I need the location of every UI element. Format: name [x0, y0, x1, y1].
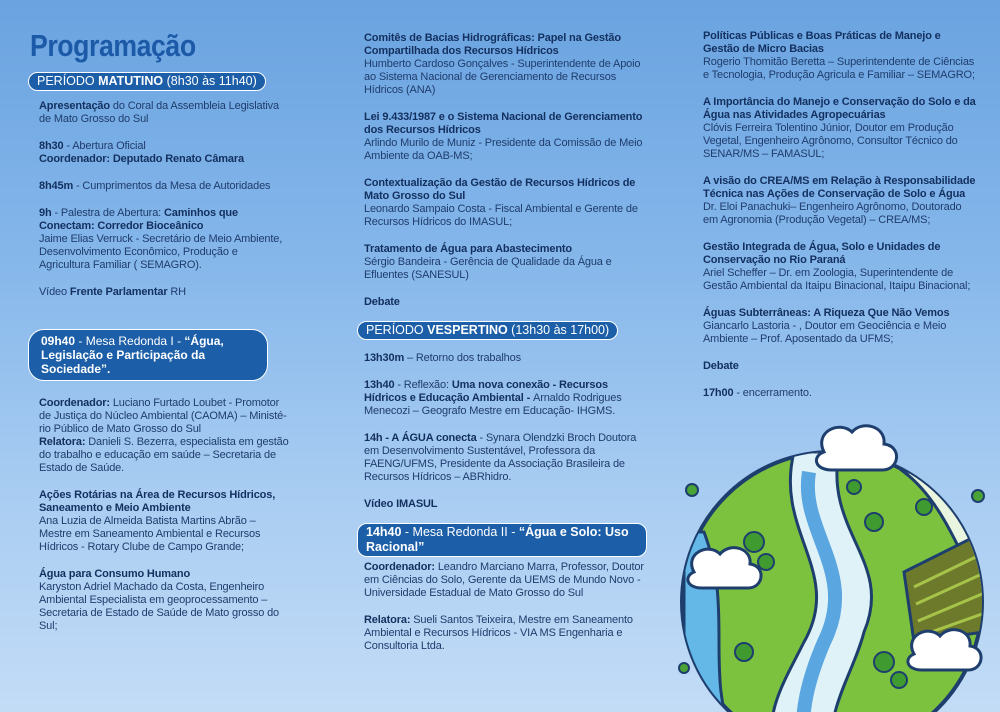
- item-mesa-autoridades: 8h45m - Cumprimentos da Mesa de Autoridades: [39, 180, 271, 192]
- item-coordenador-2: Coordenador: Leandro Marciano Marra, Professor, Doutor em Ciências do Solo, Gerente da UEMS de Mundo Novo - Universidade Estadual de Mato Grosso do Sul: [364, 561, 644, 599]
- period-afternoon-badge: PERÍODO VESPERTINO (13h30 às 17h00): [357, 321, 618, 340]
- item-video-imasul: Vídeo IMASUL: [364, 498, 438, 510]
- item-politicas: Políticas Públicas e Boas Práticas de Manejo e Gestão de Micro Bacias Rogerio Thomitão Beretta – Superintendente de Ciências e Tecnologia, Produção Agricula e Familiar – SEMAGRO;: [703, 30, 975, 81]
- item-abertura: 8h30 - Abertura Oficial Coordenador: Deputado Renato Câmara: [39, 140, 244, 165]
- item-contextualizacao: Contextualização da Gestão de Recursos Hídricos de Mato Grosso do Sul Leonardo Sampaio Costa - Fiscal Ambiental e Gerente de Recursos Hídricos do IMASUL;: [364, 177, 638, 228]
- item-video-frente: Vídeo Frente Parlamentar RH: [39, 286, 186, 298]
- period-morning-badge: PERÍODO MATUTINO (8h30 às 11h40): [28, 72, 266, 91]
- item-tratamento: Tratamento de Água para Abastecimento Sérgio Bandeira - Gerência de Qualidade da Água e Efluentes (SANESUL): [364, 243, 612, 281]
- item-coordenador-1: Coordenador: Luciano Furtado Loubet - Promotor de Justiça do Núcleo Ambiental (CAOMA) – Ministé-rio Público de Mato Grosso do Sul Relatora: Danieli S. Bezerra, especialista em gestão do trabalho e educação em saúde – Secretaria de Estado de Saúde.: [39, 397, 289, 474]
- item-agua-consumo: Água para Consumo Humano Karyston Adriel Machado da Costa, Engenheiro Ambiental Especialista em geoprocessamento – Secretaria de Estado de Saúde de Mato grosso do Sul;: [39, 568, 279, 632]
- item-visao-crea: A visão do CREA/MS em Relação à Responsabilidade Técnica nas Ações de Conservação de Solo e Água Dr. Eloi Panachuki– Engenheiro Agrônomo, Doutorado em Agronomia (Produção Vegetal) – CREA/MS;: [703, 175, 976, 226]
- item-palestra-abertura: 9h - Palestra de Abertura: Caminhos que Conectam: Corredor Bioceânico Jaime Elias Verruck - Secretário de Meio Ambiente, Desenvolvimento Econômico, Produção e Agricultura Familiar ( SEMAGRO).: [39, 207, 283, 271]
- column-middle: [357, 32, 647, 653]
- round-table-1-badge: 09h40 - Mesa Redonda I - “Água, Legislação e Participação da Sociedade”.: [28, 329, 268, 381]
- item-encerramento: 17h00 - encerramento.: [703, 387, 812, 399]
- item-importancia: A Importância do Manejo e Conservação do Solo e da Água nas Atividades Agropecuárias Clóvis Ferreira Tolentino Júnior, Doutor em Produção Vegetal, Engenheiro Agrônomo, Consultor Técnico do SENAR/MS – FAMASUL;: [703, 96, 976, 160]
- column-left: [28, 28, 290, 633]
- item-aguas-subterraneas: Águas Subterrâneas: A Riqueza Que Não Vemos Giancarlo Lastoria - , Doutor em Geociência e Meio Ambiente – Prof. Aposentado da UFMS;: [703, 307, 950, 345]
- globe-illustration: [664, 412, 1000, 712]
- item-relatora-2: Relatora: Sueli Santos Teixeira, Mestre em Saneamento Ambiental e Recursos Hídricos - VIA MS Engenharia e Consultoria Ltda.: [364, 614, 633, 652]
- item-acoes-rotarias: Ações Rotárias na Área de Recursos Hídricos, Saneamento e Meio Ambiente Ana Luzia de Almeida Batista Martins Abrão – Mestre em Saneamento Ambiental e Recursos Hídricos - Rotary Clube de Campo Grande;: [39, 489, 276, 553]
- round-table-2-badge: 14h40 - Mesa Redonda II - “Água e Solo: Uso Racional”: [357, 523, 647, 557]
- item-debate-1: Debate: [364, 296, 400, 308]
- item-retorno: 13h30m – Retorno dos trabalhos: [364, 352, 521, 364]
- item-apresentacao: Apresentação do Coral da Assembleia Legislativa de Mato Grosso do Sul: [39, 100, 279, 125]
- page-title: Programação: [30, 28, 196, 63]
- item-comites: Comitês de Bacias Hidrográficas: Papel na Gestão Compartilhada dos Recursos Hídricos Humberto Cardoso Gonçalves - Superintendente de Apoio ao Sistema Nacional de Gerenciamento de Recursos Hídricos (ANA): [364, 32, 641, 96]
- item-reflexao: 13h40 - Reflexão: Uma nova conexão - Recursos Hídricos e Educação Ambiental - Arnaldo Rodrigues Menecozi – Geografo Mestre em Educação- IHGMS.: [364, 379, 622, 417]
- item-debate-2: Debate: [703, 360, 739, 372]
- item-gestao-integrada: Gestão Integrada de Água, Solo e Unidades de Conservação no Rio Paraná Ariel Scheffer – Dr. em Zoologia, Superintendente de Gestão Ambiental da Itaipu Binacional, Itaipu Binacional;: [703, 241, 971, 292]
- column-right: [696, 30, 976, 400]
- item-agua-conecta: 14h - A ÁGUA conecta - Synara Olendzki Broch Doutora em Desenvolvimento Sustentável, Professora da FAENG/UFMS, Presidente da Associação Brasileira de Recursos Hídricos – ABRhidro.: [364, 432, 637, 483]
- item-lei: Lei 9.433/1987 e o Sistema Nacional de Gerenciamento dos Recursos Hídricos Arlindo Murilo de Muniz - Presidente da Comissão de Meio Ambiente da OAB-MS;: [364, 111, 643, 162]
